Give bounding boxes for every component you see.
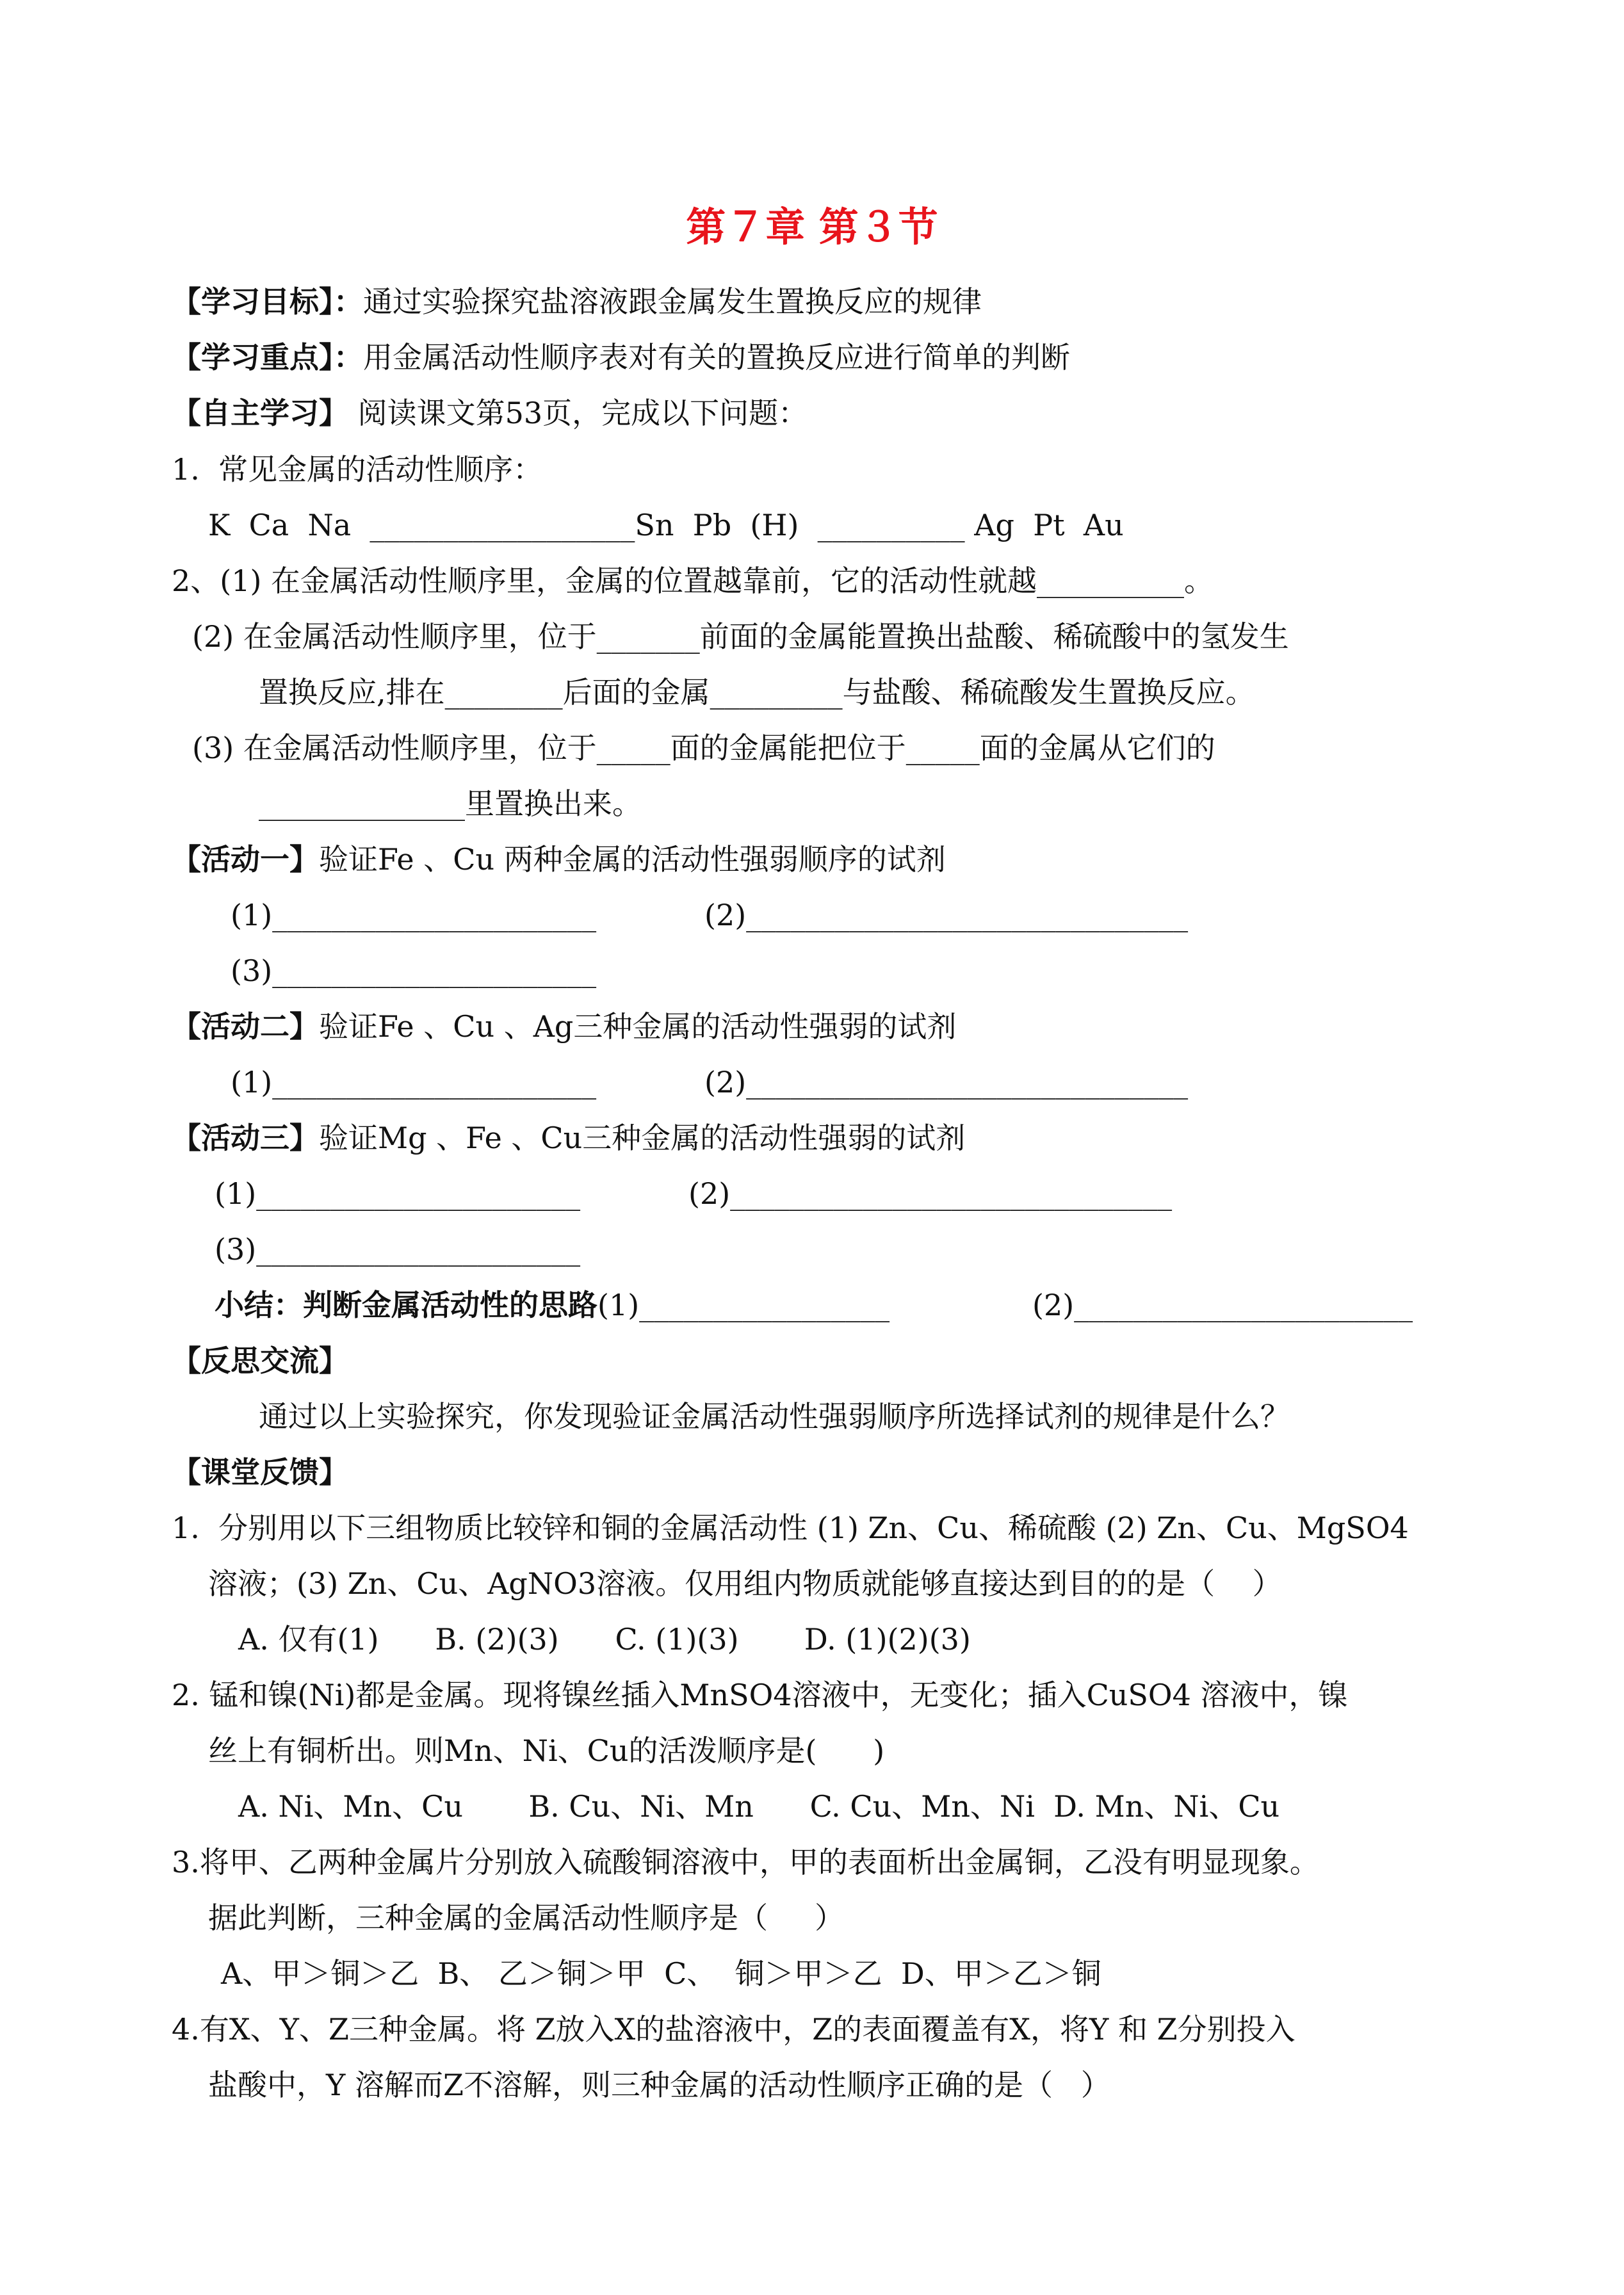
activity-series-blank: K Ca Na __________________Sn Pb (H) __________ Ag Pt Au xyxy=(208,508,1124,542)
activity-3-label: 【活动三】 xyxy=(172,1121,319,1155)
activity-2-answer-2: (2)______________________________ xyxy=(704,1065,1189,1099)
activity-1-answer-3: (3)______________________ xyxy=(231,953,597,988)
reflect-label: 【反思交流】 xyxy=(172,1343,348,1378)
question-2-part-1: 2、(1) 在金属活动性顺序里，金属的位置越靠前，它的活动性就越__________。 xyxy=(172,564,1214,598)
summary-line xyxy=(215,1287,889,1323)
activity-1-line xyxy=(172,841,946,877)
activity-2-answer-1: (1)______________________ xyxy=(231,1065,597,1099)
feedback-3-options: A、甲＞铜＞乙 B、 乙＞铜＞甲 C、 铜＞甲＞乙 D、甲＞乙＞铜 xyxy=(221,1956,1101,1991)
feedback-1-line-a: 1. 分别用以下三组物质比较锌和铜的金属活动性 (1) Zn、Cu、稀硫酸 (2) Zn、Cu、MgSO4 xyxy=(172,1511,1409,1545)
feedback-2-line-b: 丝上有铜析出。则Mn、Ni、Cu的活泼顺序是( ) xyxy=(208,1733,885,1768)
activity-1-text: 验证Fe 、Cu 两种金属的活动性强弱顺序的试剂 xyxy=(319,842,946,877)
feedback-2-line-a: 2. 锰和镍(Ni)都是金属。现将镍丝插入MnSO4溶液中，无变化；插入CuSO4 溶液中，镍 xyxy=(172,1678,1348,1712)
activity-1-answer-1: (1)______________________ xyxy=(231,898,597,932)
feedback-1-options: A. 仅有(1) B. (2)(3) C. (1)(3) D. (1)(2)(3) xyxy=(238,1622,971,1657)
activity-1-answer-2: (2)______________________________ xyxy=(704,898,1189,932)
activity-2-text: 验证Fe 、Cu 、Ag三种金属的活动性强弱的试剂 xyxy=(319,1009,957,1044)
feedback-label: 【课堂反馈】 xyxy=(172,1455,348,1489)
feedback-3-line-a: 3.将甲、乙两种金属片分别放入硫酸铜溶液中，甲的表面析出金属铜，乙没有明显现象。 xyxy=(172,1845,1319,1879)
feedback-2-options: A. Ni、Mn、Cu B. Cu、Ni、Mn C. Cu、Mn、Ni D. Mn、Ni、Cu xyxy=(238,1789,1280,1824)
selfstudy-label: 【自主学习】 xyxy=(172,396,348,430)
selfstudy-text: 阅读课文第53页，完成以下问题： xyxy=(348,396,808,430)
activity-2-line xyxy=(172,1009,956,1044)
activity-3-text: 验证Mg 、Fe 、Cu三种金属的活动性强弱的试剂 xyxy=(319,1121,966,1155)
reflect-question: 通过以上实验探究，你发现验证金属活动性强弱顺序所选择试剂的规律是什么？ xyxy=(259,1399,1290,1434)
keypoint-text: 用金属活动性顺序表对有关的置换反应进行简单的判断 xyxy=(363,340,1070,375)
question-2-part-2a: (2) 在金属活动性顺序里，位于_______前面的金属能置换出盐酸、稀硫酸中的氢发生 xyxy=(192,619,1289,654)
activity-1-label: 【活动一】 xyxy=(172,842,319,877)
activity-3-answer-1: (1)______________________ xyxy=(215,1176,581,1211)
activity-3-line xyxy=(172,1120,965,1156)
feedback-3-line-b: 据此判断，三种金属的金属活动性顺序是（ ） xyxy=(208,1901,845,1935)
question-1-text: 1. 常见金属的活动性顺序： xyxy=(172,452,543,487)
question-2-part-3a: (3) 在金属活动性顺序里，位于_____面的金属能把位于_____面的金属从它们的 xyxy=(192,731,1215,765)
question-2-part-2b: 置换反应,排在________后面的金属_________与盐酸、稀硫酸发生置换反应。 xyxy=(259,675,1255,710)
selfstudy-line xyxy=(172,395,808,431)
feedback-4-line-a: 4.有X、Y、Z三种金属。将 Z放入X的盐溶液中，Z的表面覆盖有X，将Y 和 Z分别投入 xyxy=(172,2012,1295,2047)
objective-text: 通过实验探究盐溶液跟金属发生置换反应的规律 xyxy=(363,284,982,319)
summary-answer-2: (2)_______________________ xyxy=(1032,1288,1413,1322)
summary-label: 小结：判断金属活动性的思路 xyxy=(215,1288,597,1322)
question-2-part-3b: ______________里置换出来。 xyxy=(259,786,642,821)
keypoint-label: 【学习重点】： xyxy=(172,340,363,375)
activity-3-answer-2: (2)______________________________ xyxy=(688,1176,1173,1211)
summary-answer-1: (1)_________________ xyxy=(597,1288,890,1322)
objective-label: 【学习目标】： xyxy=(172,284,363,319)
feedback-4-line-b: 盐酸中，Y 溶解而Z不溶解，则三种金属的活动性顺序正确的是（ ） xyxy=(208,2068,1110,2102)
feedback-1-line-b: 溶液；(3) Zn、Cu、AgNO3溶液。仅用组内物质就能够直接达到目的的是（ ） xyxy=(208,1566,1282,1601)
activity-3-answer-3: (3)______________________ xyxy=(215,1232,581,1267)
objective-line xyxy=(172,284,982,320)
keypoint-line xyxy=(172,339,1070,375)
page-title: 第７章 第３节 xyxy=(686,204,938,250)
activity-2-label: 【活动二】 xyxy=(172,1009,319,1044)
